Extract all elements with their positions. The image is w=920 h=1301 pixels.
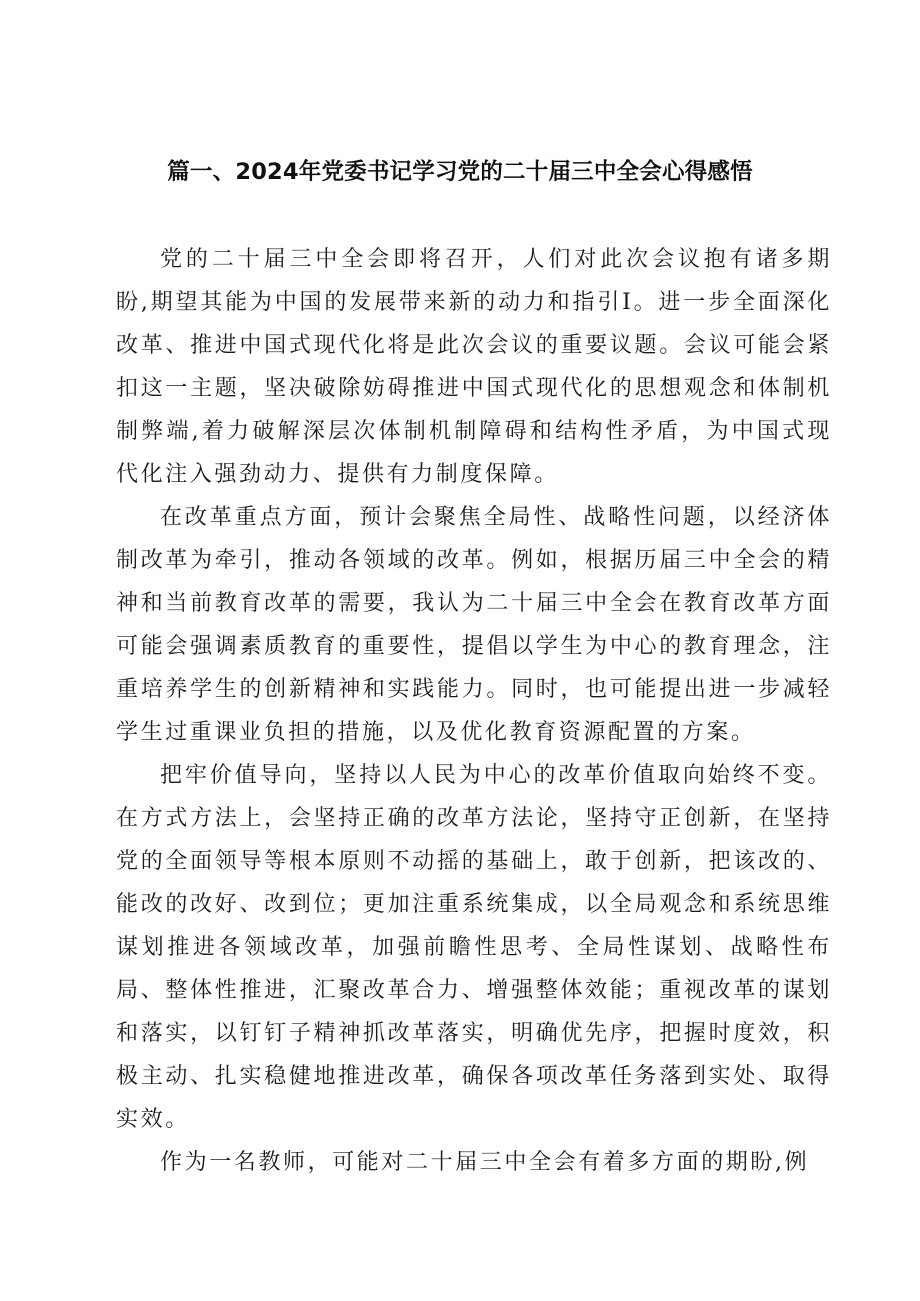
paragraph-2: 在改革重点方面，预计会聚焦全局性、战略性问题，以经济体制改革为牵引，推动各领域的改革。例如，根据历届三中全会的精神和当前教育改革的需要，我认为二十届三中全会在教育改革方面可能会强调素质教育的重要性，提倡以学生为中心的教育理念，注重培养学生的创新精神和实践能力。同时，也可能提出进一步减轻学生过重课业负担的措施，以及优化教育资源配置的方案。 xyxy=(116,505,832,745)
document-body xyxy=(116,238,832,1184)
paragraph-3: 把牢价值导向，坚持以人民为中心的改革价值取向始终不变。在方式方法上，会坚持正确的改革方法论，坚持守正创新，在坚持党的全面领导等根本原则不动摇的基础上，敢于创新，把该改的、能改的改好、改到位；更加注重系统集成，以全局观念和系统思维谋划推进各领域改革，加强前瞻性思考、全局性谋划、战略性布局、整体性推进，汇聚改革合力、增强整体效能；重视改革的谋划和落实，以钉钉子精神抓改革落实，明确优先序，把握时度效，积极主动、扎实稳健地推进改革，确保各项改革任务落到实处、取得实效。 xyxy=(116,763,832,1132)
paragraph-1: 党的二十届三中全会即将召开，人们对此次会议抱有诸多期盼,期望其能为中国的发展带来新的动力和指引I。进一步全面深化改革、推进中国式现代化将是此次会议的重要议题。会议可能会紧扣这一主题，坚决破除妨碍推进中国式现代化的思想观念和体制机制弊端,着力破解深层次体制机制障碍和结构性矛盾，为中国式现代化注入强劲动力、提供有力制度保障。 xyxy=(116,247,832,487)
document-title: 篇一、2024年党委书记学习党的二十届三中全会心得感悟 xyxy=(167,159,753,185)
paragraph-4: 作为一名教师，可能对二十届三中全会有着多方面的期盼,例 xyxy=(160,1150,810,1175)
